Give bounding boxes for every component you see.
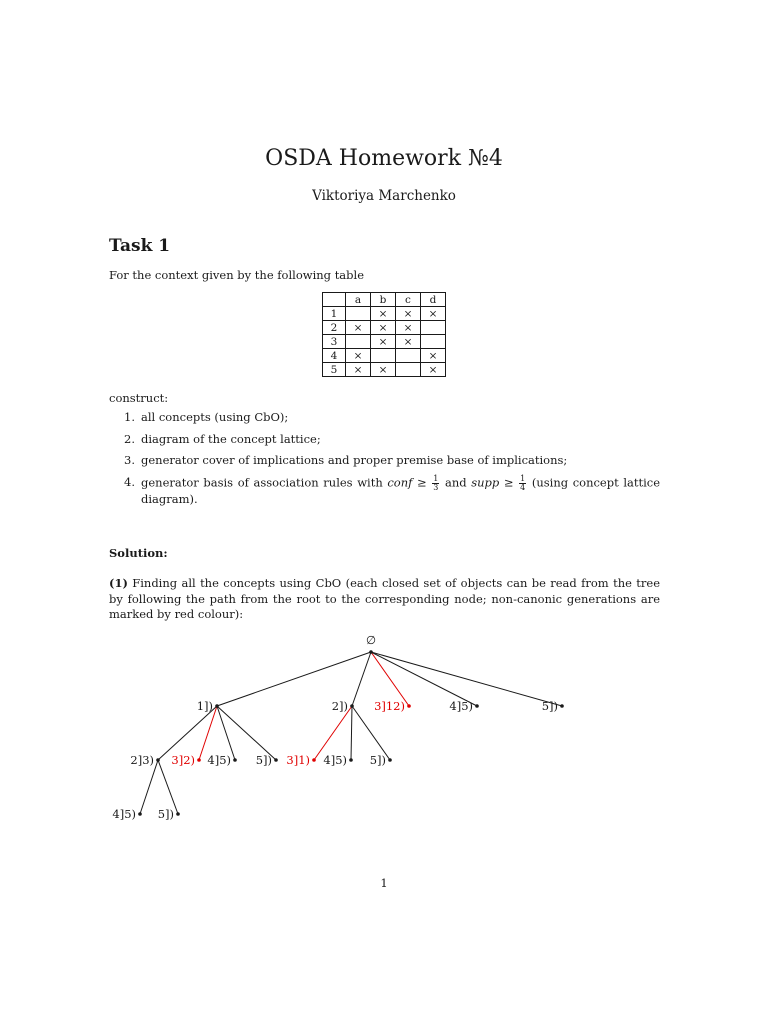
tree-edge bbox=[352, 706, 390, 760]
tree-node-dot bbox=[388, 758, 392, 762]
page-number: 1 bbox=[380, 876, 388, 890]
tree-edge bbox=[158, 760, 178, 814]
tree-node-label: 4]5) bbox=[323, 753, 347, 767]
column-header: d bbox=[421, 293, 446, 307]
tree-node-label: 5]) bbox=[541, 699, 558, 713]
table-cell: × bbox=[421, 363, 446, 377]
tree-node-label: 5]) bbox=[157, 807, 174, 821]
table-cell: × bbox=[421, 349, 446, 363]
task-item-number: 2. bbox=[124, 431, 135, 446]
tree-node-dot bbox=[233, 758, 237, 762]
table-row bbox=[323, 363, 446, 377]
tree-node-label: 4]5) bbox=[207, 753, 231, 767]
table-row bbox=[323, 321, 446, 335]
task-item-text: generator cover of implications and proper premise base of implications; bbox=[141, 453, 568, 467]
column-header: a bbox=[346, 293, 371, 307]
task-intro: For the context given by the following table bbox=[109, 268, 365, 282]
table-cell: × bbox=[396, 335, 421, 349]
table-cell: × bbox=[346, 363, 371, 377]
table-cell bbox=[421, 321, 446, 335]
conf-symbol: conf bbox=[387, 475, 413, 489]
table-row bbox=[323, 349, 446, 363]
tree-node-dot bbox=[138, 812, 142, 816]
tree-node-label: ∅ bbox=[365, 633, 377, 647]
column-header: c bbox=[396, 293, 421, 307]
tree-node-dot bbox=[369, 650, 373, 654]
task-item-2 bbox=[109, 432, 660, 448]
supp-symbol: supp bbox=[471, 475, 500, 489]
tree-edge bbox=[140, 760, 158, 814]
tree-node-label: 1]) bbox=[196, 699, 213, 713]
table-cell bbox=[396, 363, 421, 377]
tree-node-label: 4]5) bbox=[449, 699, 473, 713]
tree-node-dot bbox=[407, 704, 411, 708]
tree-node-dot bbox=[560, 704, 564, 708]
task-list bbox=[109, 410, 660, 513]
table-cell: × bbox=[396, 321, 421, 335]
table-cell: × bbox=[346, 321, 371, 335]
table-cell: × bbox=[371, 363, 396, 377]
tree-node-dot bbox=[312, 758, 316, 762]
task-item-1 bbox=[109, 410, 660, 426]
task-item-3 bbox=[109, 453, 660, 469]
table-cell: × bbox=[371, 321, 396, 335]
tree-node-label: 4]5) bbox=[112, 807, 136, 821]
task-item-text: (using concept lattice diagram). bbox=[141, 475, 661, 506]
ge-symbol: ≥ bbox=[503, 475, 514, 489]
tree-edge bbox=[351, 706, 352, 760]
step-text: Finding all the concepts using CbO (each closed set of objects can be read from the tree by following the path from the root to the corresponding node; non-canonic generations are marked by red colour): bbox=[109, 576, 660, 621]
task-item-number: 1. bbox=[124, 410, 135, 424]
author-name: Viktoriya Marchenko bbox=[312, 188, 456, 204]
row-header: 5 bbox=[323, 363, 346, 377]
tree-node-dot bbox=[215, 704, 219, 708]
solution-step-1 bbox=[109, 576, 660, 623]
task-item-text: all concepts (using CbO); bbox=[141, 410, 289, 424]
construct-label: construct: bbox=[109, 391, 169, 405]
tree-edge bbox=[314, 706, 352, 760]
tree-node-dot bbox=[475, 704, 479, 708]
table-cell: × bbox=[421, 307, 446, 321]
solution-heading: Solution: bbox=[109, 546, 168, 560]
table-cell bbox=[346, 307, 371, 321]
tree-edge bbox=[371, 652, 477, 706]
tree-node-dot bbox=[349, 758, 353, 762]
tree-node-dot bbox=[156, 758, 160, 762]
table-cell bbox=[421, 335, 446, 349]
tree-node-dot bbox=[197, 758, 201, 762]
step-marker: (1) bbox=[109, 576, 128, 590]
table-cell bbox=[396, 349, 421, 363]
and-text: and bbox=[440, 475, 472, 489]
column-header: b bbox=[371, 293, 396, 307]
ge-symbol: ≥ bbox=[417, 475, 427, 489]
task-heading: Task 1 bbox=[109, 236, 171, 256]
tree-node-dot bbox=[176, 812, 180, 816]
task-item-4 bbox=[109, 475, 660, 508]
tree-node-label: 2]) bbox=[331, 699, 348, 713]
supp-fraction bbox=[519, 475, 526, 492]
table-row bbox=[323, 335, 446, 349]
conf-fraction bbox=[432, 475, 439, 492]
table-header-row bbox=[323, 293, 446, 307]
table-cell bbox=[346, 335, 371, 349]
document-title: OSDA Homework №4 bbox=[265, 146, 503, 171]
tree-edge bbox=[352, 652, 371, 706]
context-table bbox=[322, 292, 446, 377]
tree-node-label: 3]1) bbox=[286, 753, 310, 767]
tree-node-label: 5]) bbox=[369, 753, 386, 767]
task-item-text: diagram of the concept lattice; bbox=[141, 431, 321, 446]
row-header: 4 bbox=[323, 349, 346, 363]
task-item-number: 3. bbox=[124, 453, 135, 467]
tree-node-dot bbox=[350, 704, 354, 708]
row-header: 1 bbox=[323, 307, 346, 321]
tree-node-dot bbox=[274, 758, 278, 762]
fraction-denominator: 4 bbox=[520, 482, 526, 492]
table-cell: × bbox=[346, 349, 371, 363]
tree-edge bbox=[371, 652, 409, 706]
table-cell: × bbox=[371, 335, 396, 349]
tree-edge bbox=[217, 652, 371, 706]
table-row bbox=[323, 307, 446, 321]
task-item-text: generator basis of association rules with bbox=[141, 475, 388, 489]
tree-node-label: 3]12) bbox=[374, 699, 405, 713]
tree-node-label: 5]) bbox=[255, 753, 272, 767]
task-item-number: 4. bbox=[124, 474, 135, 489]
fraction-denominator: 3 bbox=[433, 482, 439, 492]
table-cell: × bbox=[396, 307, 421, 321]
fraction-numerator: 1 bbox=[520, 473, 526, 483]
table-cell: × bbox=[371, 307, 396, 321]
table-corner-cell bbox=[323, 293, 346, 307]
row-header: 3 bbox=[323, 335, 346, 349]
row-header: 2 bbox=[323, 321, 346, 335]
cbo-tree-diagram bbox=[0, 630, 768, 830]
tree-node-label: 2]3) bbox=[130, 753, 154, 767]
table-cell bbox=[371, 349, 396, 363]
tree-node-label: 3]2) bbox=[171, 753, 195, 767]
tree-edge bbox=[371, 652, 562, 706]
fraction-numerator: 1 bbox=[433, 473, 439, 483]
